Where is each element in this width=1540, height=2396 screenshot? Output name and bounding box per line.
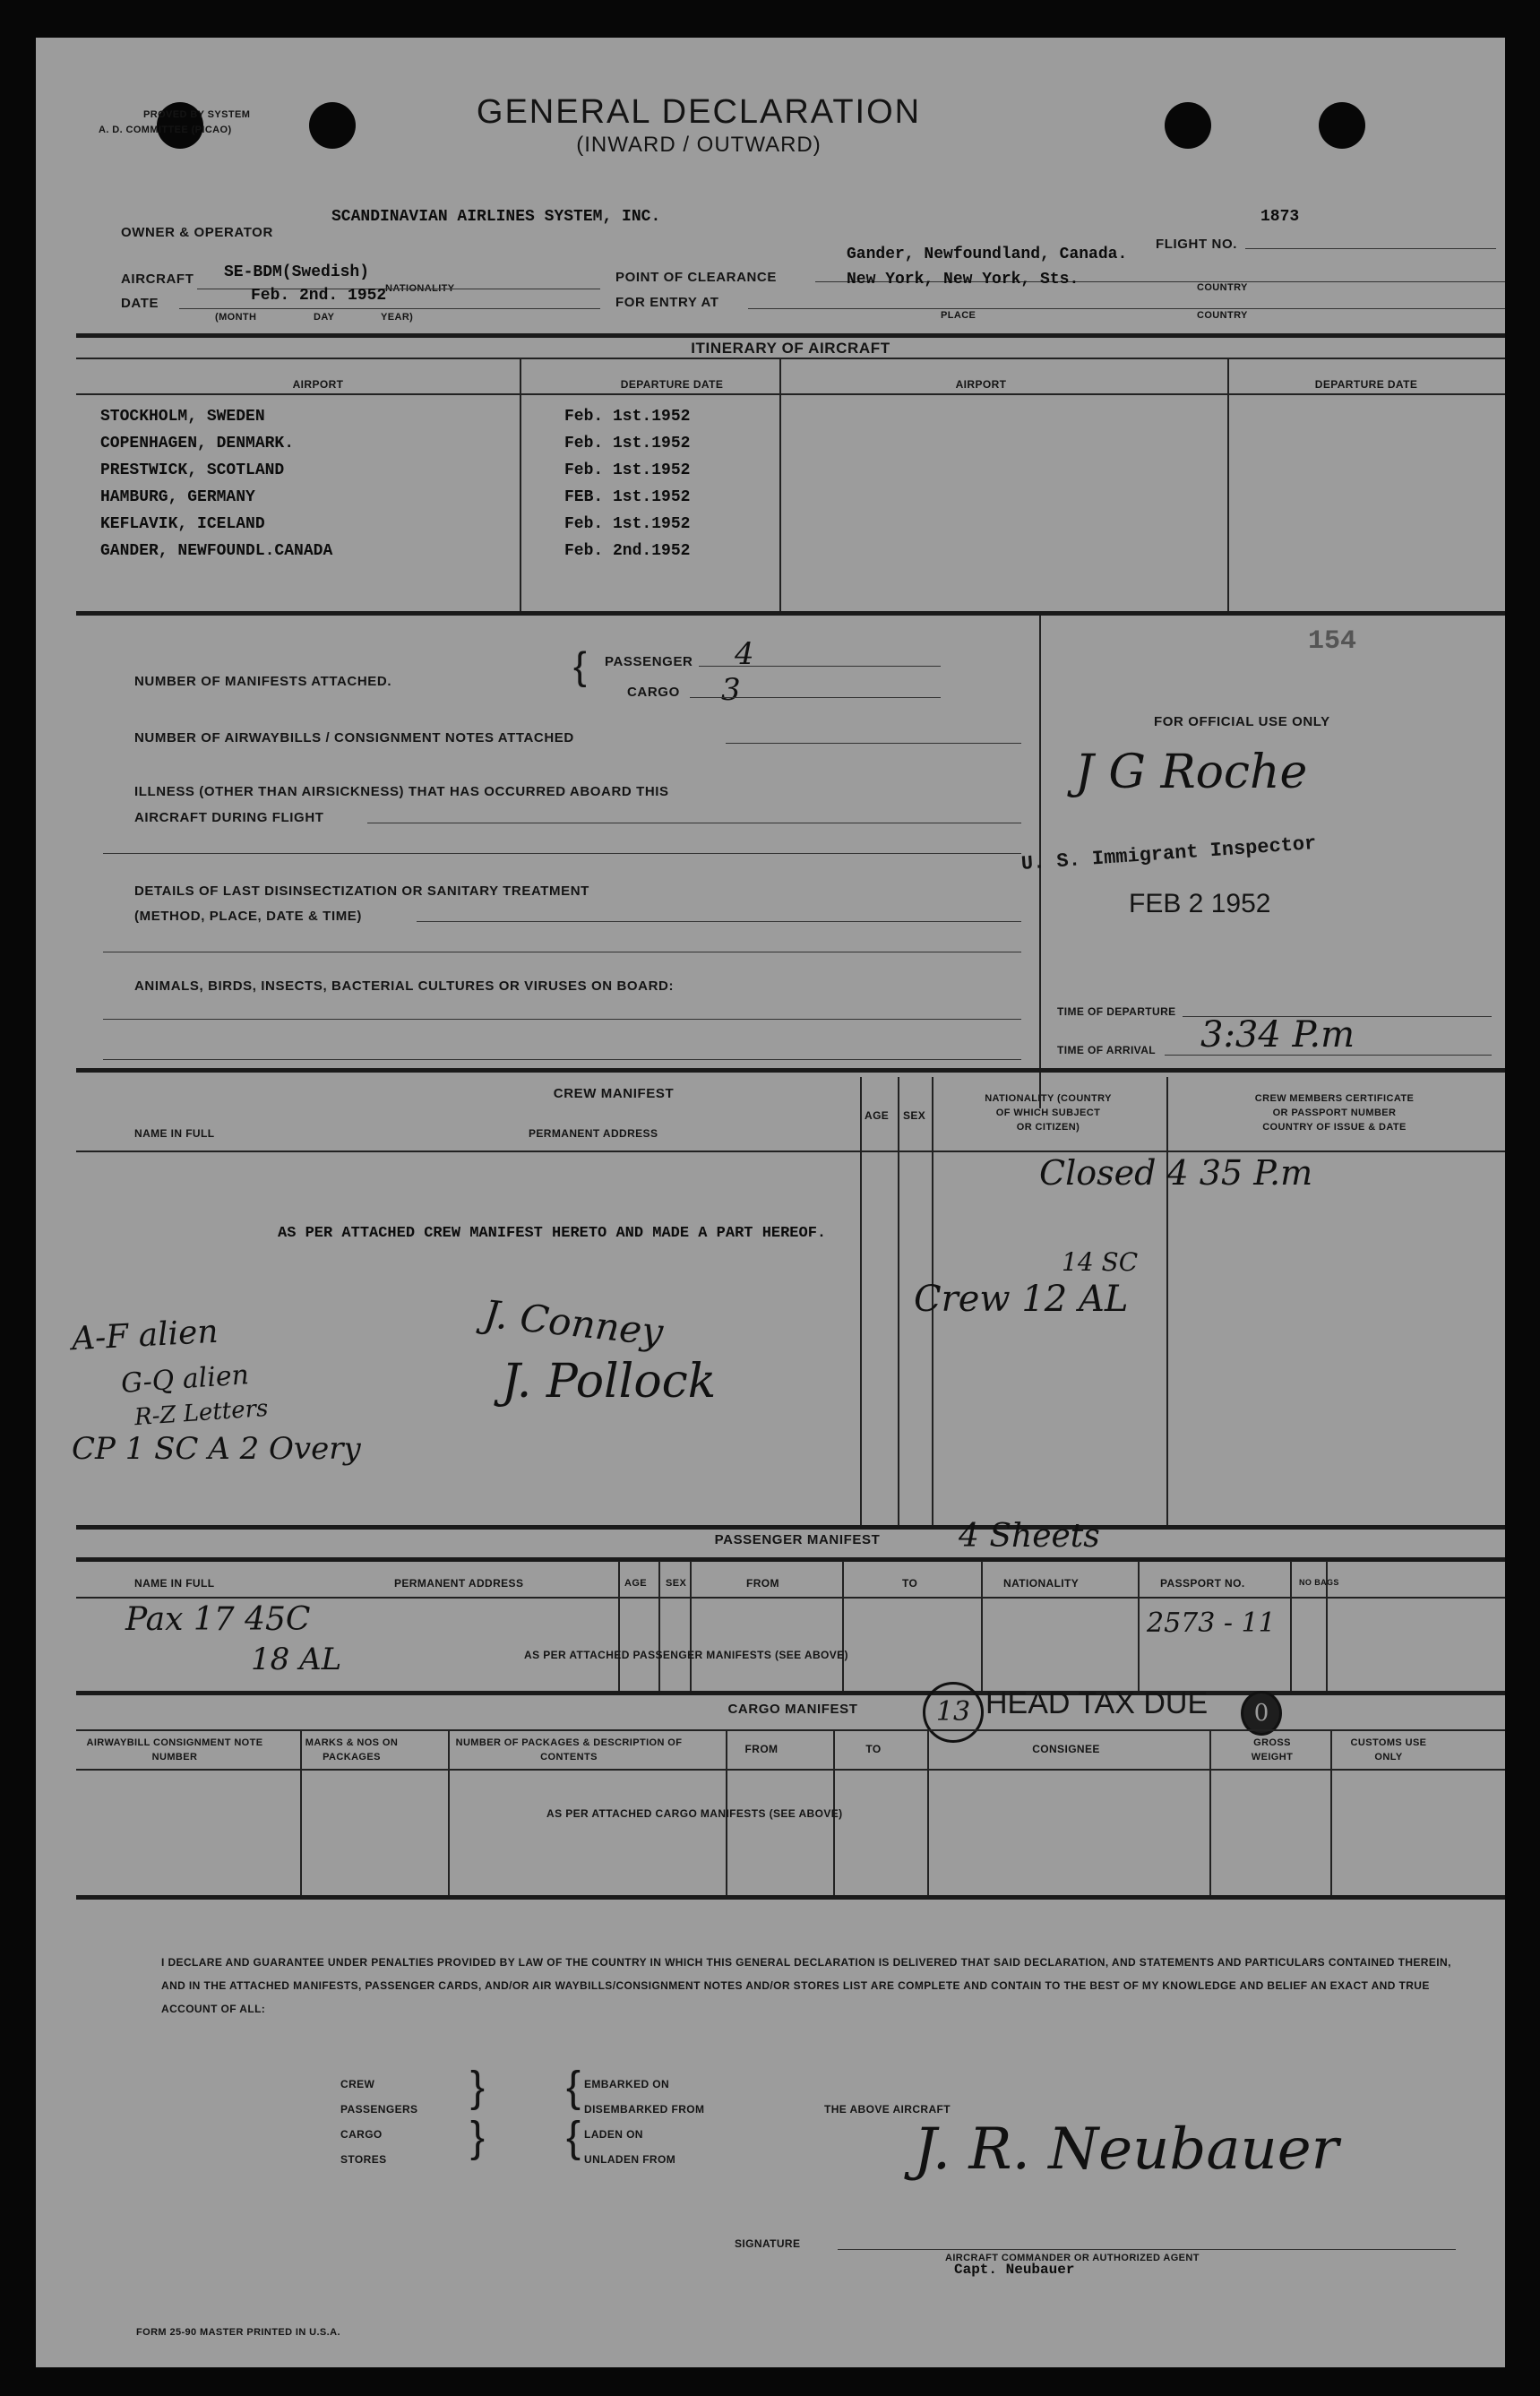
cargo-col-to: TO	[865, 1743, 882, 1755]
brace: { {	[566, 2064, 581, 2161]
itinerary-date: Feb. 1st.1952	[564, 435, 691, 452]
crew-signature: J. Conney	[481, 1291, 666, 1355]
pax-typed-note: AS PER ATTACHED PASSENGER MANIFESTS (SEE ABOVE)	[524, 1649, 848, 1661]
itinerary-col-airport-2: AIRPORT	[955, 378, 1007, 391]
pax-hand-passport: 2573 - 11	[1147, 1607, 1276, 1639]
flight-no-label: FLIGHT NO.	[1156, 237, 1237, 252]
crew-col-nationality	[932, 1091, 1165, 1134]
crew-manifest-title: CREW MANIFEST	[553, 1086, 675, 1101]
commander-typed: Capt. Neubauer	[954, 2262, 1075, 2278]
list-item: UNLADEN FROM	[584, 2153, 676, 2166]
arrival-value: 3:34 P.m	[1200, 1014, 1355, 1056]
itinerary-airport: HAMBURG, GERMANY	[100, 488, 255, 506]
itinerary-col-airport: AIRPORT	[292, 378, 344, 391]
date-year-sub: YEAR)	[381, 312, 414, 323]
crew-closed-note: Closed 4 35 P.m	[1039, 1153, 1313, 1193]
official-use-label: FOR OFFICIAL USE ONLY	[1154, 714, 1330, 729]
crew-signature: J. Pollock	[502, 1355, 717, 1409]
stamp-date: FEB 2 1952	[1129, 889, 1271, 918]
head-tax-stamp: HEAD TAX DUE	[985, 1686, 1209, 1720]
cargo-col-customs: CUSTOMS USE ONLY	[1350, 1737, 1427, 1763]
crew-col-sex: SEX	[903, 1109, 926, 1122]
declaration-form	[36, 38, 1505, 2367]
manifest-list-right	[584, 2072, 704, 2172]
crew-hand-note: R-Z Letters	[133, 1394, 270, 1432]
arrival-label: TIME OF ARRIVAL	[1057, 1044, 1156, 1056]
crew-col-nationality-line: OF WHICH SUBJECT	[995, 1108, 1101, 1118]
crew-hand-note: G-Q alien	[119, 1359, 250, 1400]
itinerary-airport: PRESTWICK, SCOTLAND	[100, 461, 285, 479]
cargo-label: CARGO	[627, 685, 680, 700]
date-day-sub: DAY	[314, 312, 335, 323]
list-item: CARGO	[340, 2128, 383, 2141]
tax-circle-count: 13	[923, 1682, 984, 1743]
itinerary-airports	[100, 403, 332, 565]
itinerary-col-date: DEPARTURE DATE	[620, 378, 724, 391]
flight-no-value: 1873	[1260, 208, 1300, 226]
crew-col-cert-line: COUNTRY OF ISSUE & DATE	[1262, 1122, 1407, 1133]
cargo-col-from: FROM	[744, 1743, 779, 1755]
corner-text: PROVED BY SYSTEM	[143, 109, 251, 120]
crew-typed-note: AS PER ATTACHED CREW MANIFEST HERETO AND MADE A PART HEREOF.	[278, 1225, 827, 1242]
pax-col-name: NAME IN FULL	[134, 1577, 215, 1590]
itinerary-airport: GANDER, NEWFOUNDL.CANADA	[100, 542, 333, 560]
itinerary-airport: KEFLAVIK, ICELAND	[100, 515, 265, 533]
disinsect-label: DETAILS OF LAST DISINSECTIZATION OR SANITARY TREATMENT	[134, 883, 589, 899]
brace: {	[573, 644, 587, 688]
itinerary-airport: COPENHAGEN, DENMARK.	[100, 435, 295, 452]
list-item: CREW	[340, 2078, 375, 2090]
aircraft-label: AIRCRAFT	[121, 271, 194, 287]
corner-text: A. D. COMMITTEE (PICAO)	[99, 125, 232, 135]
commander-label: AIRCRAFT COMMANDER OR AUTHORIZED AGENT	[945, 2253, 1200, 2263]
crew-col-certificate	[1166, 1091, 1502, 1134]
itinerary-dates	[564, 403, 690, 565]
punch-hole	[1319, 102, 1365, 149]
itinerary-airport: STOCKHOLM, SWEDEN	[100, 408, 265, 426]
entry-label: FOR ENTRY AT	[615, 295, 719, 310]
cargo-value: 3	[721, 672, 741, 708]
crew-hand-note: CP 1 SC A 2 Overy	[72, 1431, 361, 1467]
country-label: COUNTRY	[1197, 282, 1248, 293]
pax-hand-note: 18 AL	[251, 1642, 342, 1677]
above-aircraft-label: THE ABOVE AIRCRAFT	[824, 2103, 951, 2116]
date-value: Feb. 2nd. 1952	[251, 287, 387, 305]
pax-col-sex: SEX	[666, 1578, 687, 1589]
passenger-value: 4	[735, 636, 754, 672]
form-number: FORM 25-90 MASTER PRINTED IN U.S.A.	[136, 2327, 340, 2338]
pax-col-bags: NO BAGS	[1299, 1578, 1339, 1587]
pax-col-from: FROM	[746, 1577, 779, 1590]
itinerary-date: Feb. 1st.1952	[564, 461, 691, 479]
clearance-value: Gander, Newfoundland, Canada.	[847, 246, 1128, 263]
entry-value: New York, New York, Sts.	[847, 271, 1080, 289]
pax-col-age: AGE	[624, 1578, 648, 1589]
owner-label: OWNER & OPERATOR	[121, 225, 273, 240]
crew-col-age: AGE	[865, 1109, 890, 1122]
place-label: PLACE	[941, 310, 976, 321]
crew-col-address: PERMANENT ADDRESS	[529, 1127, 658, 1140]
pax-col-to: TO	[902, 1577, 918, 1590]
pax-col-nationality: NATIONALITY	[1003, 1577, 1080, 1590]
crew-col-nationality-line: NATIONALITY (COUNTRY	[985, 1093, 1112, 1104]
crew-col-cert-line: CREW MEMBERS CERTIFICATE	[1254, 1093, 1415, 1104]
list-item: PASSENGERS	[340, 2103, 418, 2116]
cargo-col-packages: NUMBER OF PACKAGES & DESCRIPTION OF CONTENTS	[455, 1737, 683, 1763]
tax-circle-amount: 0	[1241, 1691, 1282, 1736]
animals-label: ANIMALS, BIRDS, INSECTS, BACTERIAL CULTURES OR VIRUSES ON BOARD:	[134, 978, 675, 994]
pax-col-address: PERMANENT ADDRESS	[394, 1577, 524, 1590]
illness-label-2: AIRCRAFT DURING FLIGHT	[134, 810, 324, 825]
itinerary-date: FEB. 1st.1952	[564, 488, 691, 506]
airwaybills-label: NUMBER OF AIRWAYBILLS / CONSIGNMENT NOTES ATTACHED	[134, 730, 574, 746]
disinsect-label-2: (METHOD, PLACE, DATE & TIME)	[134, 909, 363, 924]
itinerary-date: Feb. 1st.1952	[564, 408, 691, 426]
manifests-label: NUMBER OF MANIFESTS ATTACHED.	[134, 674, 392, 689]
cargo-typed-note: AS PER ATTACHED CARGO MANIFESTS (SEE ABOVE)	[546, 1807, 843, 1820]
pax-col-passport: PASSPORT NO.	[1160, 1577, 1245, 1590]
cargo-col-weight: GROSS WEIGHT	[1251, 1737, 1294, 1763]
cargo-manifest-title: CARGO MANIFEST	[727, 1702, 858, 1717]
list-item: EMBARKED ON	[584, 2078, 670, 2090]
itinerary-date: Feb. 2nd.1952	[564, 542, 691, 560]
signature-label: SIGNATURE	[735, 2237, 801, 2250]
itinerary-date: Feb. 1st.1952	[564, 515, 691, 533]
aircraft-value: SE-BDM(Swedish)	[224, 263, 370, 281]
itinerary-col-date-2: DEPARTURE DATE	[1314, 378, 1418, 391]
page-title: GENERAL DECLARATION	[476, 93, 922, 131]
official-signature: J G Roche	[1075, 746, 1308, 799]
brace: } }	[470, 2064, 486, 2161]
passenger-manifest-title: PASSENGER MANIFEST	[714, 1532, 881, 1547]
commander-signature: J. R. Neubauer	[914, 2116, 1339, 2183]
itinerary-title: ITINERARY OF AIRCRAFT	[691, 340, 890, 357]
list-item: LADEN ON	[584, 2128, 643, 2141]
clearance-label: POINT OF CLEARANCE	[615, 270, 777, 285]
crew-count-al: Crew 12 AL	[914, 1279, 1129, 1320]
official-number: 154	[1308, 626, 1357, 657]
cargo-col-marks: MARKS & NOS ON PACKAGES	[305, 1737, 399, 1763]
inspector-stamp: U. S. Immigrant Inspector	[1020, 832, 1318, 875]
illness-label: ILLNESS (OTHER THAN AIRSICKNESS) THAT HAS OCCURRED ABOARD THIS	[134, 784, 669, 799]
owner-value: SCANDINAVIAN AIRLINES SYSTEM, INC.	[331, 208, 661, 226]
date-label: DATE	[121, 296, 159, 311]
nationality-label: NATIONALITY	[385, 283, 455, 294]
list-item: DISEMBARKED FROM	[584, 2103, 705, 2116]
punch-hole	[309, 102, 356, 149]
declaration-text: I DECLARE AND GUARANTEE UNDER PENALTIES PROVIDED BY LAW OF THE COUNTRY IN WHICH THIS GENERAL DECLARATION IS DELIVERED THAT SAID DECLARATION, AND STATEMENTS AND PARTICULARS CONTAINED THEREIN, AND IN THE ATTACHED MANIFESTS, PASSENGER CARDS, AND/OR AIR WAYBILLS/CONSIGNMENT NOTES AND/OR STORES LIST ARE COMPLETE AND CONTAIN TO THE BEST OF MY KNOWLEDGE AND BELIEF AN EXACT AND TRUE ACCOUNT OF ALL:	[161, 1956, 1451, 2015]
country-label: COUNTRY	[1197, 310, 1248, 321]
crew-col-name: NAME IN FULL	[134, 1127, 215, 1140]
crew-hand-note: A-F alien	[71, 1313, 219, 1358]
pax-hand-note: Pax 17 45C	[125, 1601, 311, 1638]
date-month-sub: (MONTH	[215, 312, 257, 323]
punch-hole	[1165, 102, 1211, 149]
cargo-col-consignee: CONSIGNEE	[1032, 1743, 1100, 1755]
page-subtitle: (INWARD / OUTWARD)	[576, 133, 822, 157]
crew-col-cert-line: OR PASSPORT NUMBER	[1272, 1108, 1397, 1118]
crew-col-nationality-line: OR CITIZEN)	[1016, 1122, 1080, 1133]
passenger-sheets-note: 4 Sheets	[959, 1518, 1100, 1555]
manifest-list-left	[340, 2072, 417, 2172]
cargo-col-airwaybill: AIRWAYBILL CONSIGNMENT NOTE NUMBER	[86, 1737, 263, 1763]
passenger-label: PASSENGER	[605, 654, 693, 669]
list-item: STORES	[340, 2153, 387, 2166]
departure-label: TIME OF DEPARTURE	[1057, 1005, 1176, 1018]
crew-count-sc: 14 SC	[1062, 1247, 1139, 1277]
